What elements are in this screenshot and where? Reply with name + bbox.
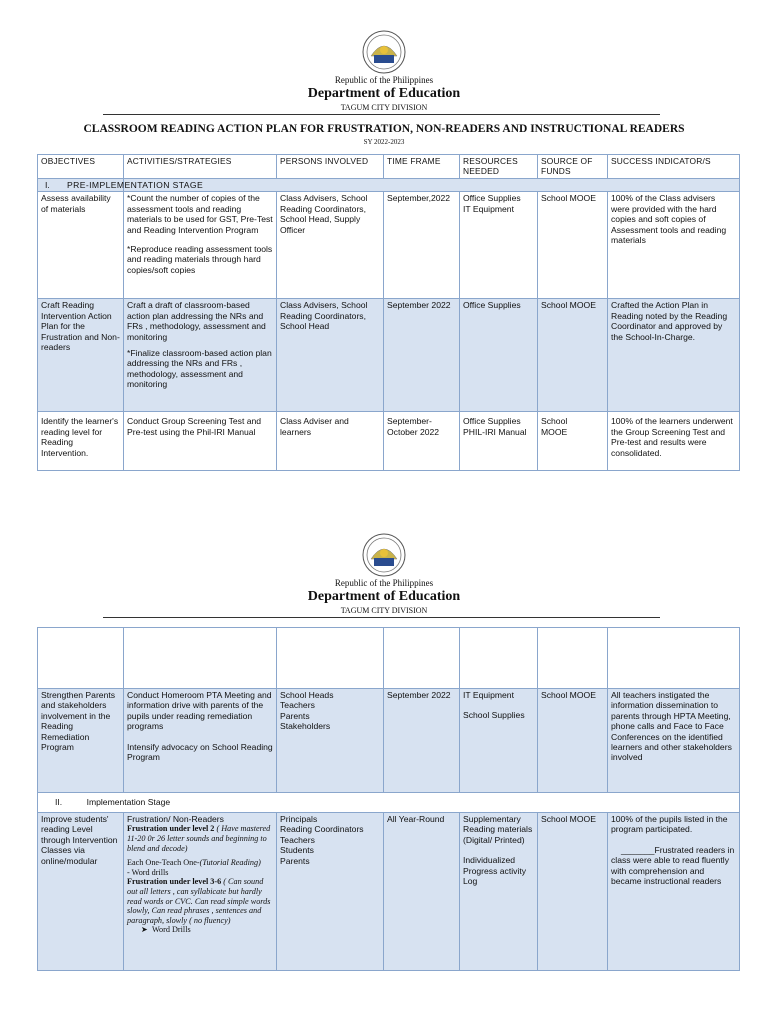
- department-name: Department of Education: [307, 589, 461, 604]
- activity-cell: Conduct Group Screening Test and Pre-test using the Phil-IRI Manual: [124, 412, 277, 471]
- time-cell: September-October 2022: [384, 412, 460, 471]
- indicator-cell: 100% of the Class advisers were provided with the hard copies and soft copies of Assessment tools and reading materials: [608, 192, 740, 299]
- page-2: [0, 500, 768, 1024]
- table-row: [38, 192, 740, 299]
- republic-line: Republic of the Philippines: [334, 578, 434, 588]
- page-1: [0, 0, 768, 490]
- objective-cell: Strengthen Parents and stakeholders involvement in the Reading Remediation Program: [38, 689, 124, 793]
- persons-cell: Class Adviser and learners: [277, 412, 384, 471]
- deped-seal-icon: [362, 533, 406, 577]
- objective-cell: Assess availability of materials: [38, 192, 124, 299]
- col-timeframe: TIME FRAME: [384, 155, 460, 179]
- time-cell: All Year-Round: [384, 813, 460, 971]
- persons-cell: School Heads Teachers Parents Stakeholders: [277, 689, 384, 793]
- indicator-cell: 100% of the learners underwent the Group Screening Test and Pre-test and results were consolidated.: [608, 412, 740, 471]
- table-row: [38, 299, 740, 412]
- objective-cell: Craft Reading Intervention Action Plan for the Frustration and Non-readers: [38, 299, 124, 412]
- resources-cell: [460, 813, 538, 971]
- level-2-desc: ( Have mastered 11-20 0r 26 letter sounds and beginning to blend and decode): [127, 824, 271, 853]
- indicator-line: Frustrated readers in class were able to read fluently with comprehension and became instructional readers: [611, 844, 735, 887]
- objective-cell: Identify the learner's reading level for Reading Intervention.: [38, 412, 124, 471]
- col-persons: PERSONS INVOLVED: [277, 155, 384, 179]
- division-name: TAGUM CITY DIVISION: [340, 606, 428, 615]
- each-one-teach-one: Each One-Teach One-: [127, 858, 200, 868]
- resource-line: Individualized Progress activity Log: [463, 855, 527, 887]
- resource-line: IT Equipment: [463, 690, 514, 700]
- activity-cell: [124, 689, 277, 793]
- stage-label: Implementation Stage: [86, 797, 171, 807]
- resources-cell: [460, 689, 538, 793]
- indicator-blank: _______: [621, 844, 655, 855]
- persons-cell: Class Advisers, School Reading Coordinators, School Head, Supply Officer: [277, 192, 384, 299]
- objective-cell: Improve students' reading Level through Intervention Classes via online/modular: [38, 813, 124, 971]
- activity-line: Conduct Homeroom PTA Meeting and information drive with parents of the pupils under reading remediation programs: [127, 690, 272, 732]
- empty-row: [38, 628, 740, 689]
- action-plan-table-page1: [37, 154, 740, 471]
- resources-cell: Office Supplies IT Equipment: [460, 192, 538, 299]
- resource-line: Supplementary Reading materials (Digital/ Printed): [463, 814, 533, 845]
- stage-number: I.: [45, 180, 50, 190]
- activity-line: *Count the number of copies of the assessment tools and reading materials to be used for GST, Pre-Test and Reading Intervention Program: [127, 193, 273, 235]
- funds-cell: School MOOE: [538, 813, 608, 971]
- col-source-funds: SOURCE OF FUNDS: [538, 155, 608, 179]
- indicator-line: 100% of the pupils listed in the program participated.: [611, 814, 728, 835]
- indicator-cell: [608, 813, 740, 971]
- level-2-label: Frustration under level 2: [127, 824, 215, 834]
- word-drills-1: - Word drills: [127, 867, 169, 877]
- table-row: [38, 412, 740, 471]
- header-rule: [103, 114, 660, 115]
- activity-cell: [124, 813, 277, 971]
- resource-line: School Supplies: [463, 710, 525, 721]
- activity-line: Craft a draft of classroom-based action plan addressing the NRs and FRs , methodology, assessment and monitoring: [127, 300, 266, 342]
- level-3-6-label: Frustration under level 3-6: [127, 877, 222, 887]
- activity-line: *Finalize classroom-based action plan addressing the NRs and FRs , methodology, assessment and monitoring: [127, 348, 272, 390]
- time-cell: September 2022: [384, 299, 460, 412]
- col-objectives: OBJECTIVES: [38, 155, 124, 179]
- action-plan-table-page2: [37, 627, 740, 971]
- table-row: [38, 689, 740, 793]
- stage-row: [38, 179, 740, 192]
- stage-row: [38, 793, 740, 813]
- activity-line: Intensify advocacy on School Reading Program: [127, 741, 273, 763]
- header-row: [38, 155, 740, 179]
- time-cell: September,2022: [384, 192, 460, 299]
- school-year: SY 2022-2023: [363, 138, 405, 146]
- header-rule: [103, 617, 660, 618]
- arrow-bullet-icon: ➤: [141, 925, 148, 935]
- division-name: TAGUM CITY DIVISION: [340, 103, 428, 112]
- word-drills-2: Word Drills: [151, 925, 191, 935]
- persons-cell: Principals Reading Coordinators Teachers Students Parents: [277, 813, 384, 971]
- col-resources: RESOURCES NEEDED: [460, 155, 538, 179]
- funds-cell: School MOOE: [538, 689, 608, 793]
- resources-cell: Office Supplies PHIL-IRI Manual: [460, 412, 538, 471]
- table-row: [38, 813, 740, 971]
- deped-seal-icon: [362, 30, 406, 74]
- activity-cell: [124, 299, 277, 412]
- stage-number: II.: [55, 797, 63, 807]
- activity-heading: Frustration/ Non-Readers: [127, 814, 224, 824]
- col-activities: ACTIVITIES/STRATEGIES: [124, 155, 277, 179]
- funds-cell: School MOOE: [538, 412, 608, 471]
- stage-label: PRE-IMPLEMENTATION STAGE: [67, 180, 204, 190]
- persons-cell: Class Advisers, School Reading Coordinators, School Head: [277, 299, 384, 412]
- level-3-6-desc: ( Can sound out all letters , can syllabicate but hardly read words or CVC. Can read simple words slowly, Can read phrases , sentences and paragraph, slowly ( no fluency): [127, 877, 271, 925]
- department-name: Department of Education: [307, 86, 461, 101]
- activity-line: *Reproduce reading assessment tools and reading materials through hard copies/soft copies: [127, 244, 273, 275]
- indicator-cell: All teachers instigated the information dissemination to parents through HPTA Meeting, phone calls and Face to Face Conferences on the identified learners and other stakeholders involved: [608, 689, 740, 793]
- indicator-cell: Crafted the Action Plan in Reading noted by the Reading Coordinator and approved by the School-In-Charge.: [608, 299, 740, 412]
- document-title: CLASSROOM READING ACTION PLAN FOR FRUSTRATION, NON-READERS AND INSTRUCTIONAL READERS: [83, 123, 685, 135]
- funds-cell: School MOOE: [538, 299, 608, 412]
- time-cell: September 2022: [384, 689, 460, 793]
- resources-cell: Office Supplies: [460, 299, 538, 412]
- col-success-indicators: SUCCESS INDICATOR/S: [608, 155, 740, 179]
- tutorial-reading: (Tutorial Reading): [199, 858, 261, 868]
- funds-cell: School MOOE: [538, 192, 608, 299]
- republic-line: Republic of the Philippines: [334, 75, 434, 85]
- activity-cell: [124, 192, 277, 299]
